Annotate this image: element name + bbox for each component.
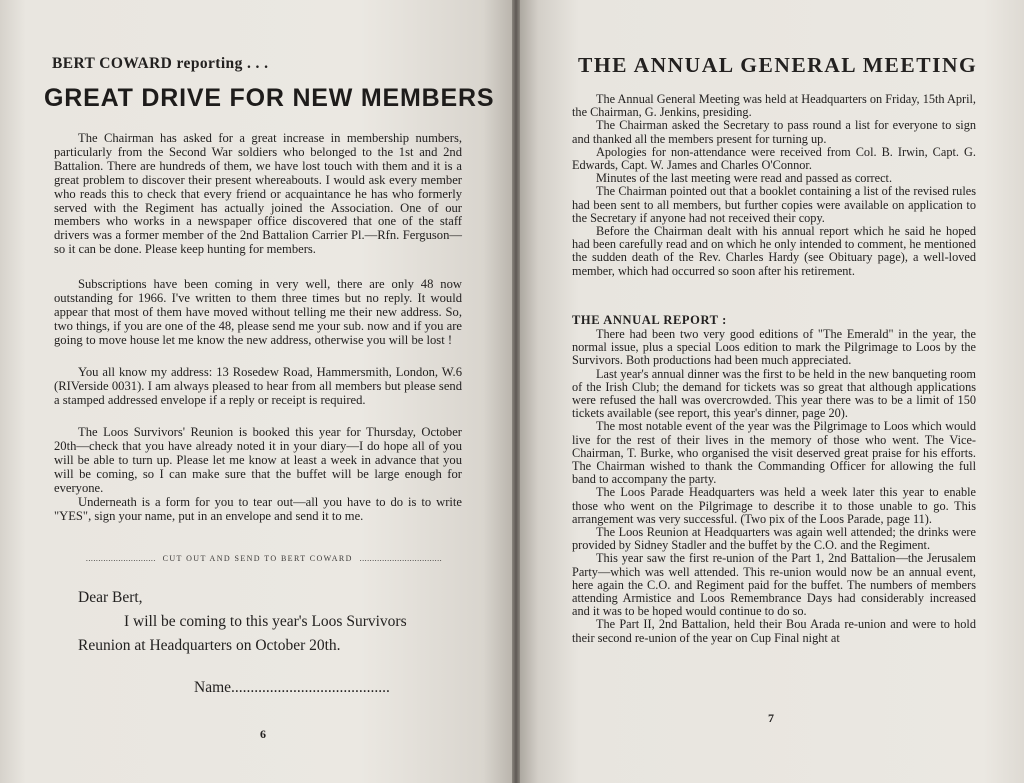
headline: GREAT DRIVE FOR NEW MEMBERS	[44, 84, 495, 112]
report-paragraph: There had been two very good editions of "The Emerald" in the year, the normal issue, plus a special Loos edition to mark the Pilgrimage to Loos by the Survivors. Both productions had been much appreciated.	[572, 327, 976, 368]
left-paragraph-3: You all know my address: 13 Rosedew Road, Hammersmith, London, W.6 (RIVerside 0031). I am always pleased to hear from all members but please send a stamped addressed envelope if a reply or receipt is required.	[54, 365, 462, 407]
cut-line: ............................ CUT OUT AND SEND TO BERT COWARD .................................	[85, 554, 443, 563]
agm-paragraph: The Chairman pointed out that a booklet containing a list of the revised rules had been sent to all members, but further copies were available on application to the Secretary if anyone had not received their copy.	[572, 184, 976, 225]
report-paragraph: This year saw the first re-union of the Part 1, 2nd Battalion—the Jerusalem Party—which was well attended. This re-union would now be an annual event, here again the C.O. and Regiment paid for the buffet. The numbers of members attending Armistice and Loos Remembrance Days had considerably increased and it was to be hoped would continue to do so.	[572, 551, 976, 619]
report-paragraph: The most notable event of the year was the Pilgrimage to Loos which would live for the rest of their lives in the memory of those who went. The Vice-Chairman, T. Burke, who organised the visit deserved great praise for his efforts. The Chairman wished to thank the Commanding Officer for allowing the full band to accompany the party.	[572, 419, 976, 487]
agm-intro	[572, 93, 976, 278]
report-paragraph: The Loos Reunion at Headquarters was again well attended; the drinks were provided by Sidney Stadler and the buffet by the C.O. and the Regiment.	[572, 525, 976, 553]
report-paragraph: Last year's annual dinner was the first to be held in the new banqueting room of the Irish Club; the demand for tickets was so great that although applications were refused the hall was overcrowded. This year there was to be a limit of 150 tickets available (see report, this year's dinner, page 20).	[572, 366, 976, 421]
form-letter	[78, 586, 478, 658]
annual-report-heading: THE ANNUAL REPORT :	[572, 313, 727, 327]
report-paragraph: The Part II, 2nd Battalion, held their Bou Arada re-union and were to hold their second re-union of the year on Cup Final night at	[572, 617, 976, 645]
letter-line-1: I will be coming to this year's Loos Survivors	[124, 613, 407, 630]
cut-line-label: CUT OUT AND SEND TO BERT COWARD	[162, 554, 353, 563]
letter-line-2: Reunion at Headquarters on October 20th.	[78, 637, 341, 654]
left-paragraph-4: The Loos Survivors' Reunion is booked this year for Thursday, October 20th—check that you have already noted it in your diary—I do hope all of you will be able to turn up. Please let me know at least a week in advance that you will be coming, so I can make sure that the buffet will be large enough for everyone.	[54, 425, 462, 495]
agm-paragraph: Before the Chairman dealt with his annual report which he said he hoped had been carefully read and on which he only intended to comment, he mentioned the sudden death of the Rev. Charles Hardy (see Obituary page), a well-loved member, which had occurred so soon after his retirement.	[572, 224, 976, 278]
name-field: Name.........................................	[194, 679, 390, 696]
book-gutter	[512, 0, 520, 783]
annual-report-body	[572, 328, 976, 645]
report-paragraph: The Loos Parade Headquarters was held a week later this year to enable those who went on the Pilgrimage to describe it to those unable to go. This arrangement was very successful. (Two pix of the Loos Parade, page 11).	[572, 485, 976, 526]
page-number-left: 6	[260, 727, 266, 741]
agm-paragraph: The Chairman asked the Secretary to pass round a list for everyone to sign and thanked all the members present for turning up.	[572, 118, 976, 146]
agm-title: THE ANNUAL GENERAL MEETING	[578, 53, 978, 77]
left-paragraph-5: Underneath is a form for you to tear out—all you have to do is to write "YES", sign your name, put in an envelope and send it to me.	[54, 495, 462, 523]
left-paragraph-1: The Chairman has asked for a great increase in membership numbers, particularly from the Second War soldiers who belonged to the 1st and 2nd Battalion. There are hundreds of them, we have lost touch with them and it is a great problem to discover their present whereabouts. I would ask every member who reads this to check that every friend or acquaintance he has who formerly served with the Regiment has actually joined the Association. One of our members who works in a newspaper office discovered that one of the staff drivers was a former member of the 2nd Battalion Carrier Pl.—Rfn. Ferguson—so it can be done. Please keep hunting for members.	[54, 131, 462, 257]
agm-paragraph: Apologies for non-attendance were received from Col. B. Irwin, Capt. G. Edwards, Capt. W. James and Charles O'Connor.	[572, 144, 976, 173]
kicker: BERT COWARD reporting . . .	[52, 55, 269, 72]
agm-paragraph: Minutes of the last meeting were read and passed as correct.	[596, 171, 893, 186]
agm-paragraph: The Annual General Meeting was held at Headquarters on Friday, 15th April, the Chairman, G. Jenkins, presiding.	[572, 92, 976, 120]
page-number-right: 7	[768, 711, 774, 725]
left-paragraph-2: Subscriptions have been coming in very well, there are only 48 now outstanding for 1966. I've written to them three times but no reply. It would appear that most of them have moved without telling me their new address. So, two things, if you are one of the 48, please send me your sub. now and if you are going to move house let me know the new address, otherwise you will be lost !	[54, 277, 462, 347]
letter-salutation: Dear Bert,	[78, 589, 143, 606]
